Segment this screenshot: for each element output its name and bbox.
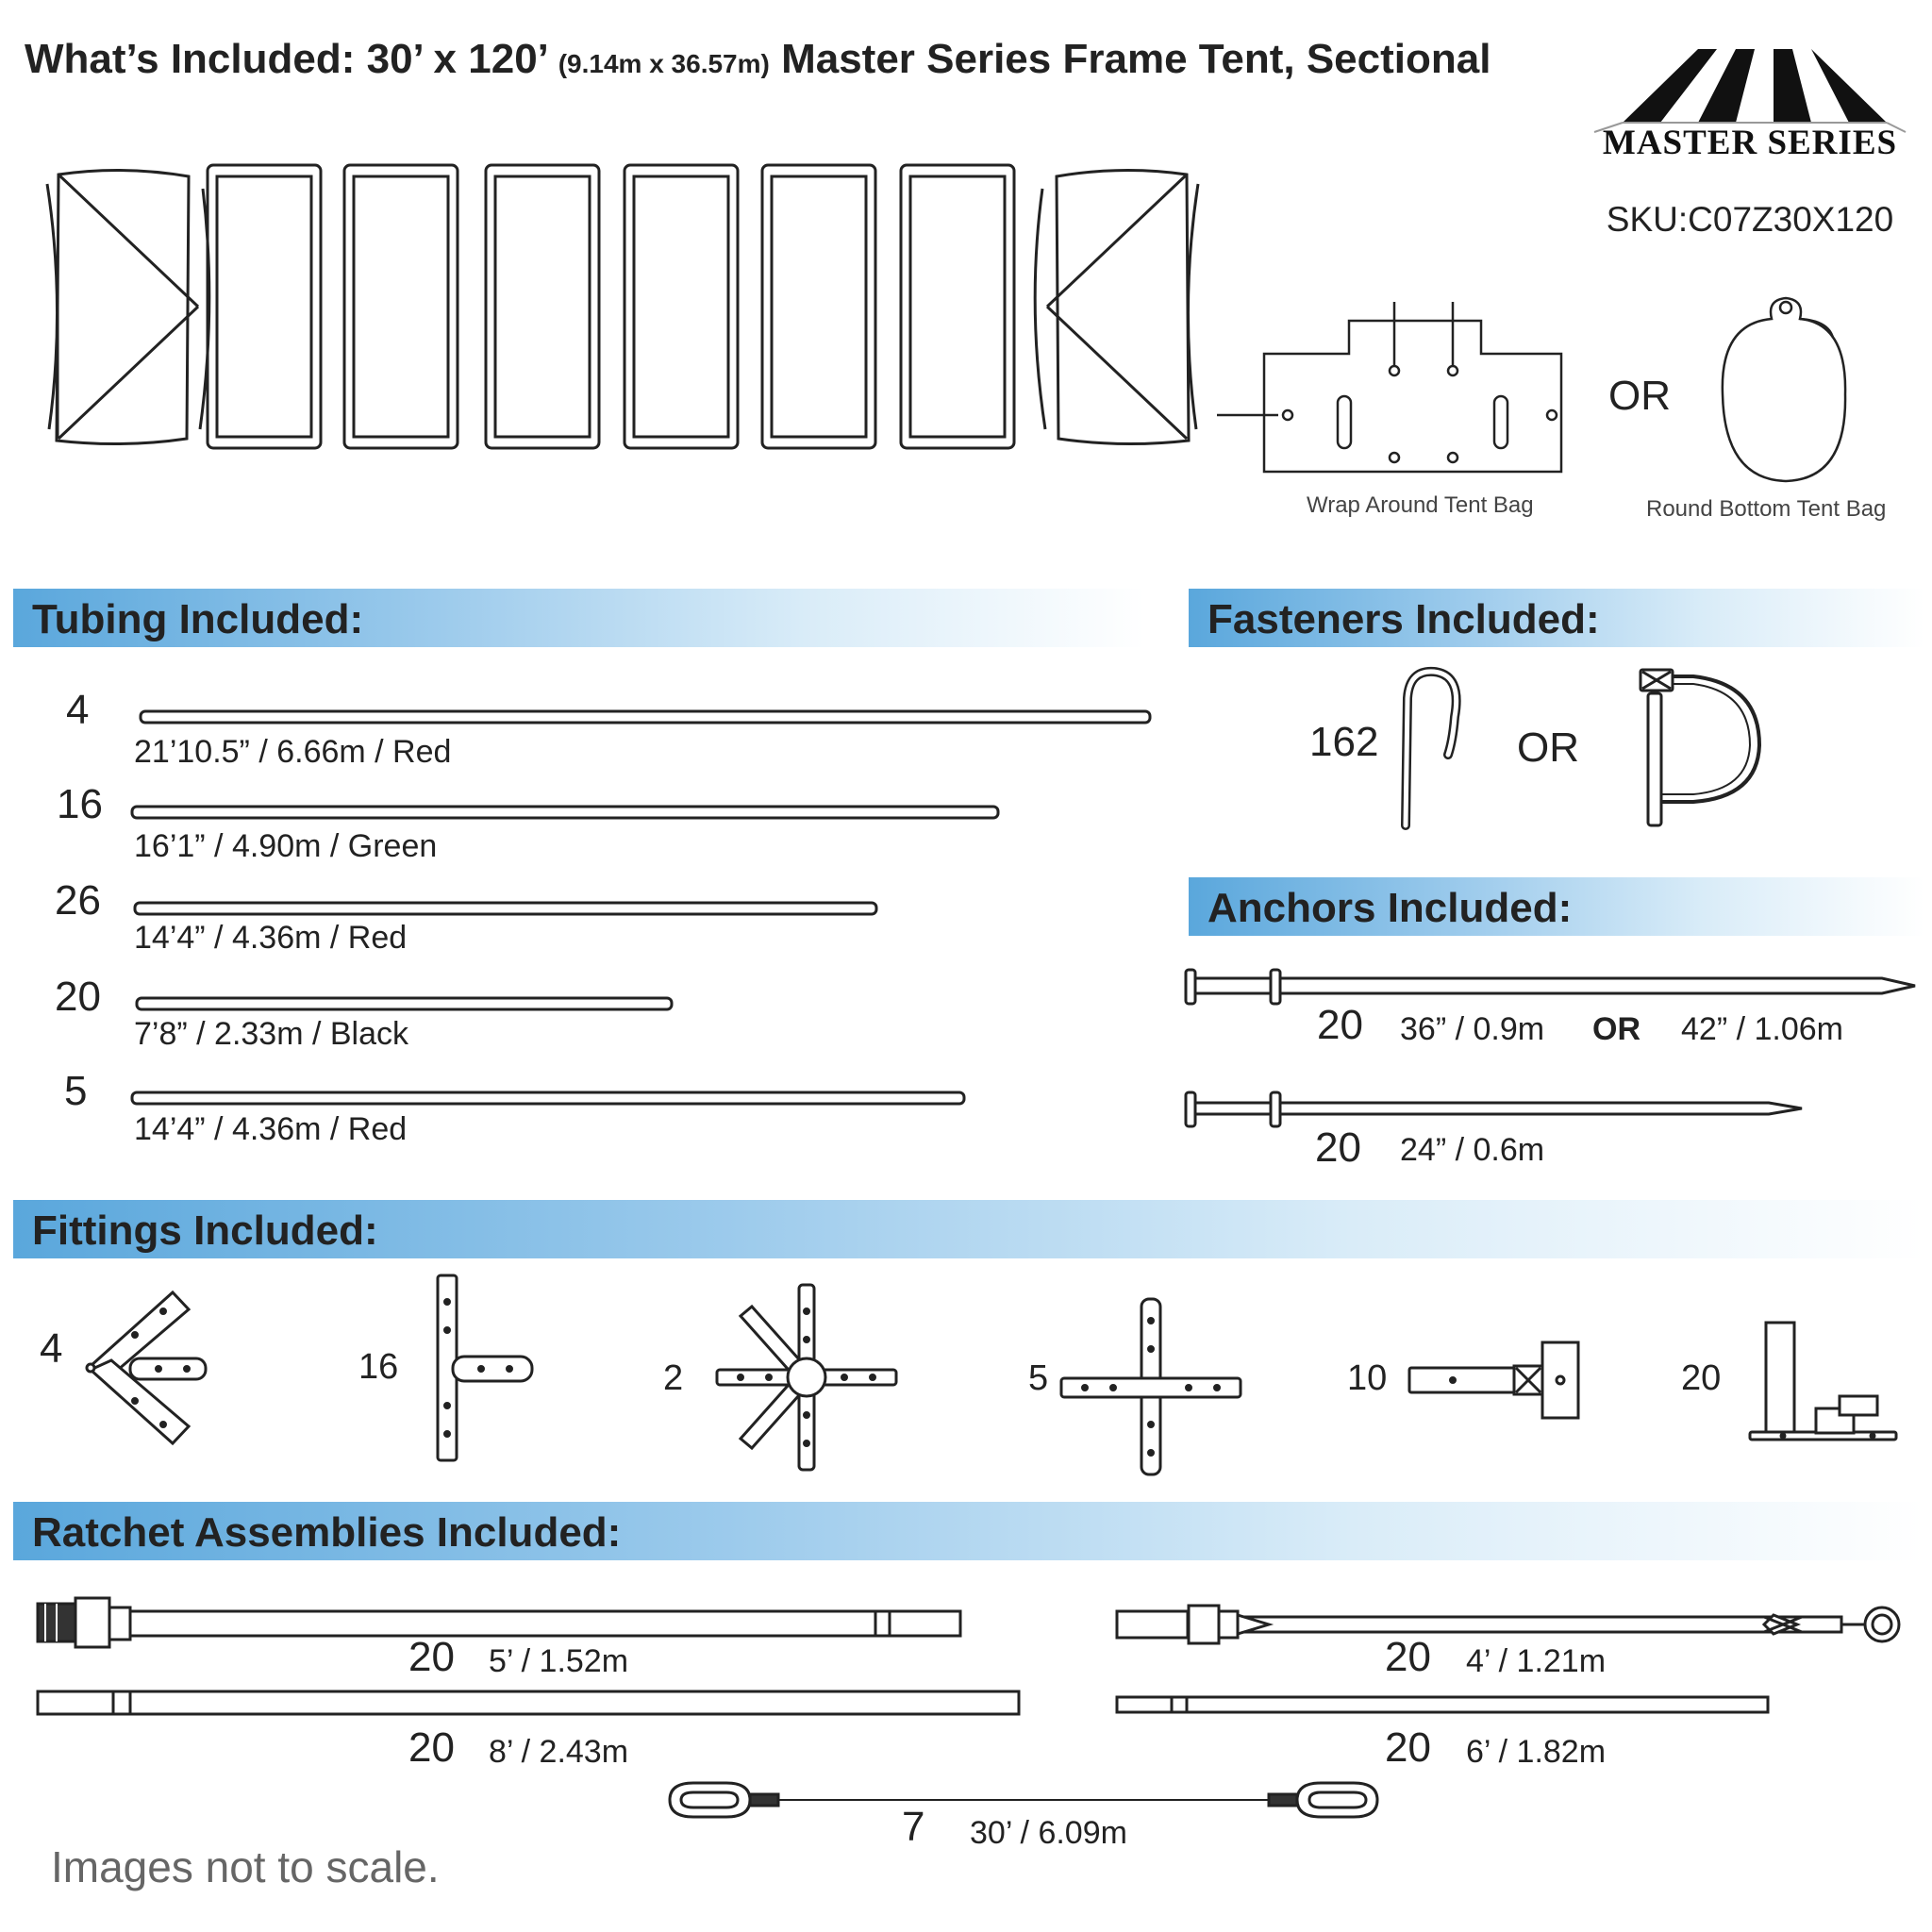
ratchet-qty-1: 20 — [408, 1634, 455, 1680]
scale-note: Images not to scale. — [51, 1842, 440, 1891]
brand-name: MASTER SERIES — [1602, 124, 1898, 162]
tubing-qty-2: 16 — [57, 781, 103, 827]
tubing-label-3: 14’4” / 4.36m / Red — [134, 920, 408, 956]
anchor-stake-long-icon — [1184, 967, 1920, 1009]
anchors-section-header — [1189, 877, 1924, 936]
ratchet-qty-2: 20 — [408, 1724, 455, 1771]
ratchet-label-3: 4’ / 1.21m — [1466, 1643, 1607, 1679]
fitting-qty-5: 10 — [1347, 1358, 1388, 1398]
tube-1 — [141, 711, 1150, 723]
tubing-qty-1: 4 — [66, 687, 90, 733]
ratchet-strap-5ft-icon — [36, 1594, 970, 1651]
fitting-qty-2: 16 — [358, 1347, 399, 1387]
anchor-qty-1: 20 — [1317, 1002, 1363, 1048]
hook-pin-icon — [1396, 660, 1481, 830]
fittings-section-header — [13, 1200, 1924, 1258]
anchor-qty-2: 20 — [1315, 1124, 1361, 1171]
ratchet-strap-4ft-icon — [1113, 1594, 1906, 1651]
tubing-qty-3: 26 — [55, 877, 101, 924]
cross-fitting-icon — [1057, 1297, 1245, 1476]
title-metric: (9.14m x 36.57m) — [558, 49, 770, 78]
tube-5 — [132, 1092, 964, 1104]
tubing-qty-5: 5 — [64, 1068, 88, 1114]
foot-plate-fitting-icon — [1745, 1319, 1901, 1446]
ratchet-strap-6ft-icon — [1113, 1693, 1774, 1717]
tube-3 — [135, 903, 876, 914]
tube-2 — [132, 807, 998, 818]
fittings-heading: Fittings Included: — [32, 1208, 378, 1254]
ratchets-section-header — [13, 1502, 1924, 1560]
fasteners-section-header — [1189, 589, 1924, 647]
anchor-size-1b: 42” / 1.06m — [1681, 1011, 1843, 1047]
tubing-heading: Tubing Included: — [32, 596, 364, 642]
fasteners-or-label: OR — [1517, 724, 1579, 771]
lynch-pin-icon — [1637, 665, 1769, 830]
fitting-qty-1: 4 — [40, 1325, 63, 1372]
anchors-heading: Anchors Included: — [1208, 885, 1573, 931]
ratchet-label-2: 8’ / 2.43m — [489, 1734, 629, 1770]
anchor-or-label: OR — [1592, 1011, 1641, 1047]
anchor-size-2: 24” / 0.6m — [1400, 1132, 1545, 1168]
anchor-stake-short-icon — [1184, 1090, 1807, 1132]
multi-way-hub-fitting-icon — [712, 1283, 901, 1472]
tee-fitting-icon — [434, 1274, 538, 1462]
tubing-label-1: 21’10.5” / 6.66m / Red — [134, 734, 452, 770]
fitting-qty-6: 20 — [1681, 1358, 1722, 1398]
bag-or-label: OR — [1608, 373, 1671, 419]
ratchet-qty-4: 20 — [1385, 1724, 1431, 1771]
sku-label: SKU:C07Z30X120 — [1606, 200, 1894, 239]
wrap-around-bag-caption: Wrap Around Tent Bag — [1307, 492, 1534, 518]
end-plate-fitting-icon — [1406, 1338, 1585, 1423]
tubing-qty-4: 20 — [55, 974, 101, 1020]
ratchets-heading: Ratchet Assemblies Included: — [32, 1509, 622, 1556]
ratchet-qty-3: 20 — [1385, 1634, 1431, 1680]
title-rest: Master Series Frame Tent, Sectional — [781, 36, 1491, 82]
round-bottom-bag-caption: Round Bottom Tent Bag — [1646, 496, 1887, 522]
tubing-label-2: 16’1” / 4.90m / Green — [134, 828, 438, 864]
fasteners-qty: 162 — [1309, 719, 1379, 765]
ratchet-label-5: 30’ / 6.09m — [970, 1815, 1127, 1851]
tube-4 — [137, 998, 672, 1009]
fasteners-heading: Fasteners Included: — [1208, 596, 1600, 642]
ratchet-qty-5: 7 — [902, 1804, 925, 1850]
ratchet-label-1: 5’ / 1.52m — [489, 1643, 629, 1679]
ratchet-strap-8ft-icon — [36, 1689, 1022, 1717]
ratchet-label-4: 6’ / 1.82m — [1466, 1734, 1607, 1770]
tubing-label-4: 7’8” / 2.33m / Black — [134, 1016, 409, 1052]
tubing-label-5: 14’4” / 4.36m / Red — [134, 1111, 408, 1147]
fitting-qty-4: 5 — [1028, 1358, 1049, 1398]
fitting-qty-3: 2 — [663, 1358, 684, 1398]
angled-corner-fitting-icon — [83, 1283, 215, 1453]
title-main: What’s Included: 30’ x 120’ — [25, 36, 547, 82]
anchor-size-1a: 36” / 0.9m — [1400, 1011, 1545, 1047]
